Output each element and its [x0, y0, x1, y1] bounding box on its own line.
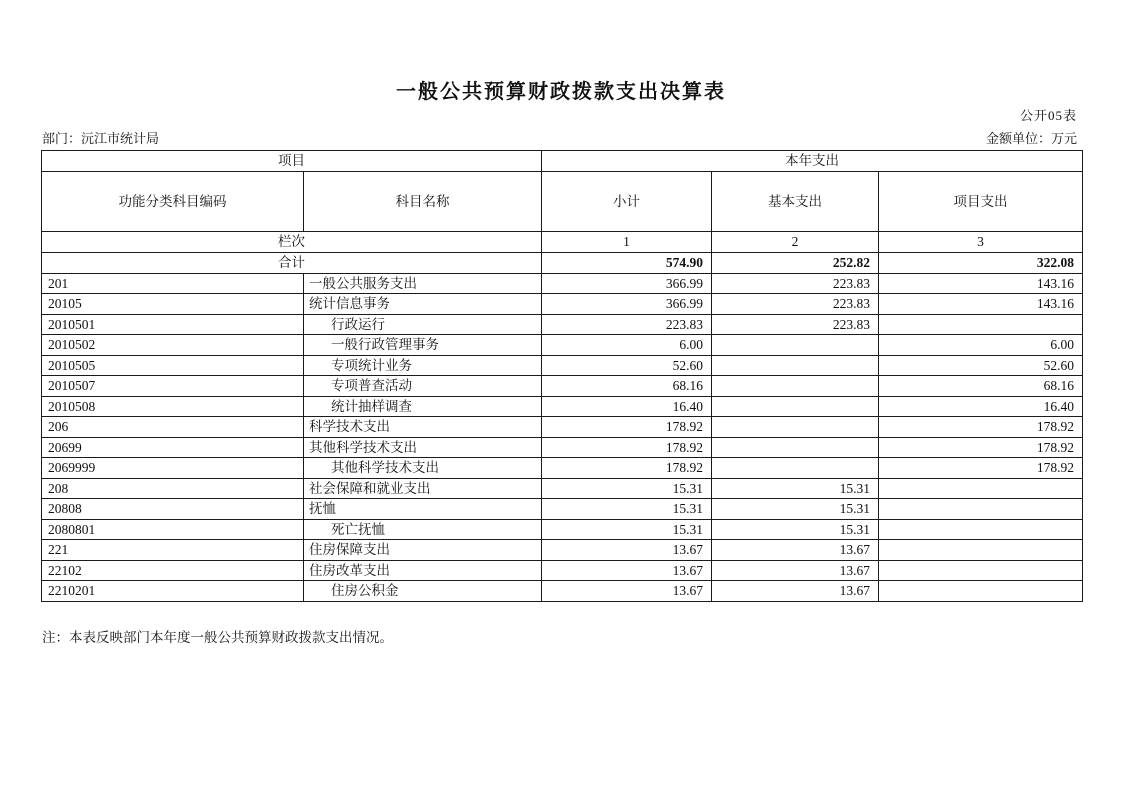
header-col-code: 功能分类科目编码: [42, 172, 304, 232]
cell-subject-name: 住房保障支出: [304, 540, 542, 561]
index-col-2: 2: [712, 232, 879, 253]
table-code: 公开05表: [1019, 108, 1077, 123]
cell-subtotal: 15.31: [542, 478, 712, 499]
table-row: [42, 437, 1083, 458]
cell-basic-expense: [712, 458, 879, 479]
table-row: [42, 458, 1083, 479]
cell-basic-expense: 13.67: [712, 581, 879, 602]
cell-function-code: 201: [42, 273, 304, 294]
cell-basic-expense: 15.31: [712, 519, 879, 540]
cell-project-expense: [879, 314, 1083, 335]
cell-project-expense: 178.92: [879, 417, 1083, 438]
cell-basic-expense: [712, 376, 879, 397]
cell-function-code: 2010502: [42, 335, 304, 356]
cell-project-expense: 143.16: [879, 294, 1083, 315]
cell-subtotal: 366.99: [542, 273, 712, 294]
cell-basic-expense: 15.31: [712, 478, 879, 499]
cell-project-expense: [879, 478, 1083, 499]
cell-project-expense: 178.92: [879, 458, 1083, 479]
index-row: [42, 232, 1083, 253]
total-label: 合计: [42, 253, 542, 274]
cell-subtotal: 68.16: [542, 376, 712, 397]
cell-subject-name: 专项普查活动: [304, 376, 542, 397]
cell-function-code: 2080801: [42, 519, 304, 540]
table-row: [42, 417, 1083, 438]
table-row: [42, 335, 1083, 356]
table-row: [42, 581, 1083, 602]
cell-subtotal: 178.92: [542, 458, 712, 479]
cell-project-expense: 178.92: [879, 437, 1083, 458]
cell-subject-name: 死亡抚恤: [304, 519, 542, 540]
total-basic: 252.82: [712, 253, 879, 274]
cell-subtotal: 16.40: [542, 396, 712, 417]
cell-subtotal: 178.92: [542, 437, 712, 458]
cell-subject-name: 一般行政管理事务: [304, 335, 542, 356]
cell-subtotal: 366.99: [542, 294, 712, 315]
header-col-subtotal: 小计: [542, 172, 712, 232]
cell-subject-name: 抚恤: [304, 499, 542, 520]
cell-basic-expense: [712, 335, 879, 356]
table-row: [42, 478, 1083, 499]
cell-project-expense: 16.40: [879, 396, 1083, 417]
index-col-1: 1: [542, 232, 712, 253]
cell-subject-name: 住房公积金: [304, 581, 542, 602]
cell-subject-name: 专项统计业务: [304, 355, 542, 376]
index-label: 栏次: [42, 232, 542, 253]
total-subtotal: 574.90: [542, 253, 712, 274]
table-row: [42, 540, 1083, 561]
cell-function-code: 20105: [42, 294, 304, 315]
cell-function-code: 2069999: [42, 458, 304, 479]
header-col-project: 项目支出: [879, 172, 1083, 232]
cell-basic-expense: 13.67: [712, 560, 879, 581]
cell-subject-name: 科学技术支出: [304, 417, 542, 438]
table-row: [42, 560, 1083, 581]
cell-function-code: 20699: [42, 437, 304, 458]
cell-function-code: 2010507: [42, 376, 304, 397]
budget-table: [41, 150, 1083, 602]
cell-basic-expense: 223.83: [712, 294, 879, 315]
cell-subtotal: 15.31: [542, 519, 712, 540]
cell-function-code: 20808: [42, 499, 304, 520]
cell-basic-expense: 15.31: [712, 499, 879, 520]
cell-subject-name: 一般公共服务支出: [304, 273, 542, 294]
cell-function-code: 208: [42, 478, 304, 499]
header-col-basic: 基本支出: [712, 172, 879, 232]
cell-function-code: 2010505: [42, 355, 304, 376]
total-project: 322.08: [879, 253, 1083, 274]
table-body: [42, 232, 1083, 602]
cell-function-code: 2010501: [42, 314, 304, 335]
cell-subtotal: 13.67: [542, 540, 712, 561]
header-group-item: 项目: [42, 151, 542, 172]
cell-subtotal: 15.31: [542, 499, 712, 520]
table-row: [42, 273, 1083, 294]
index-col-3: 3: [879, 232, 1083, 253]
table-row: [42, 519, 1083, 540]
cell-project-expense: 52.60: [879, 355, 1083, 376]
cell-project-expense: [879, 581, 1083, 602]
cell-project-expense: 143.16: [879, 273, 1083, 294]
table-note: 注：本表反映部门本年度一般公共预算财政拨款支出情况。: [42, 630, 393, 645]
cell-basic-expense: [712, 396, 879, 417]
cell-subject-name: 其他科学技术支出: [304, 437, 542, 458]
page-title: 一般公共预算财政拨款支出决算表: [396, 81, 726, 103]
table-row: [42, 499, 1083, 520]
cell-function-code: 2010508: [42, 396, 304, 417]
cell-basic-expense: [712, 417, 879, 438]
cell-basic-expense: 13.67: [712, 540, 879, 561]
cell-subtotal: 13.67: [542, 560, 712, 581]
table-row: [42, 314, 1083, 335]
table-row: [42, 376, 1083, 397]
header-group-row: [42, 151, 1083, 172]
table-row: [42, 355, 1083, 376]
header-col-name: 科目名称: [304, 172, 542, 232]
cell-project-expense: [879, 560, 1083, 581]
cell-subject-name: 其他科学技术支出: [304, 458, 542, 479]
cell-project-expense: [879, 540, 1083, 561]
cell-basic-expense: [712, 437, 879, 458]
table-row: [42, 294, 1083, 315]
cell-subtotal: 52.60: [542, 355, 712, 376]
cell-function-code: 2210201: [42, 581, 304, 602]
cell-function-code: 206: [42, 417, 304, 438]
cell-function-code: 22102: [42, 560, 304, 581]
cell-subject-name: 行政运行: [304, 314, 542, 335]
cell-subject-name: 社会保障和就业支出: [304, 478, 542, 499]
cell-subject-name: 统计抽样调查: [304, 396, 542, 417]
cell-project-expense: 68.16: [879, 376, 1083, 397]
cell-project-expense: 6.00: [879, 335, 1083, 356]
unit-label: 金额单位：万元: [985, 131, 1077, 146]
header-cols-row: [42, 172, 1083, 232]
cell-subject-name: 统计信息事务: [304, 294, 542, 315]
cell-basic-expense: 223.83: [712, 314, 879, 335]
cell-function-code: 221: [42, 540, 304, 561]
cell-subtotal: 13.67: [542, 581, 712, 602]
meta-line: [42, 128, 1077, 147]
cell-subtotal: 178.92: [542, 417, 712, 438]
cell-basic-expense: [712, 355, 879, 376]
table-row: [42, 396, 1083, 417]
total-row: [42, 253, 1083, 274]
cell-project-expense: [879, 499, 1083, 520]
cell-subtotal: 6.00: [542, 335, 712, 356]
header-group-year-expense: 本年支出: [542, 151, 1083, 172]
cell-basic-expense: 223.83: [712, 273, 879, 294]
department-label: 部门：沅江市统计局: [42, 131, 160, 146]
cell-subtotal: 223.83: [542, 314, 712, 335]
cell-subject-name: 住房改革支出: [304, 560, 542, 581]
cell-project-expense: [879, 519, 1083, 540]
